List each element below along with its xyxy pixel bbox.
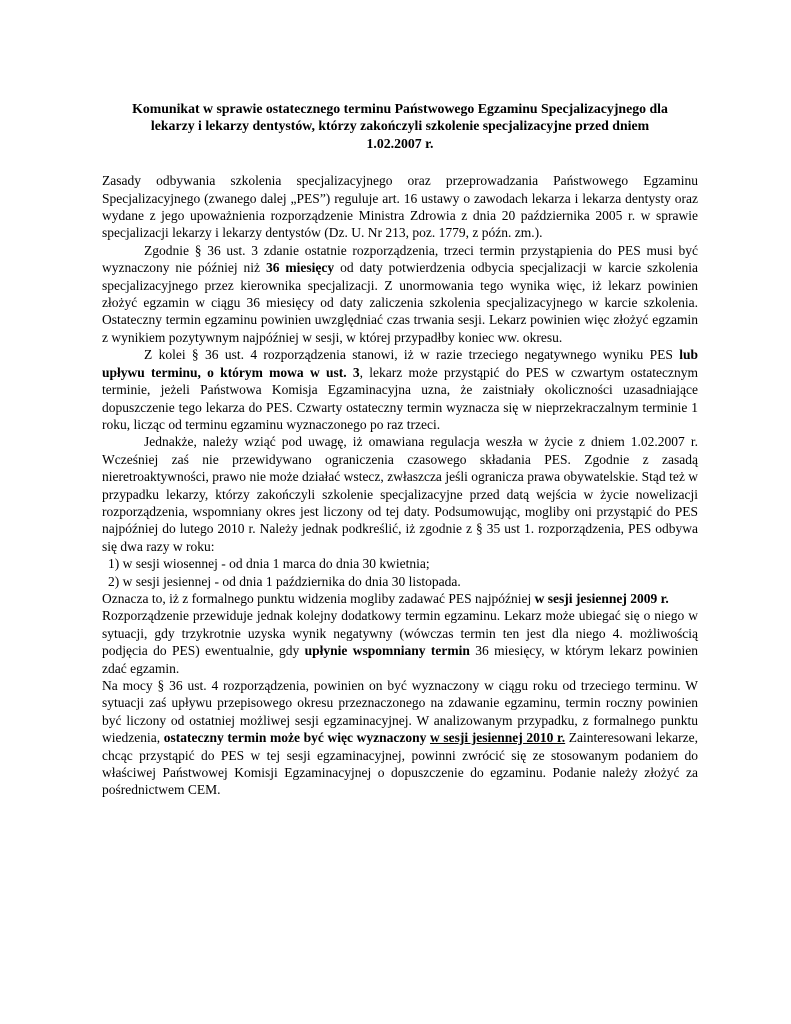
list-item: 1) w sesji wiosennej - od dnia 1 marca do dnia 30 kwietnia; <box>108 556 430 572</box>
text-run: 36 miesięcy, w którym lekarz powinien zdać egzamin. <box>102 643 698 676</box>
title-line-1: Komunikat w sprawie ostatecznego terminu Państwowego Egzaminu Specjalizacyjnego dla <box>132 101 668 116</box>
paragraph-36-ust-3 <box>102 242 698 346</box>
paragraph-dodatkowy-termin <box>102 607 698 677</box>
bold-run: upłynie wspomniany termin <box>304 643 470 659</box>
underlined-run: w sesji jesiennej 2010 r. <box>429 730 566 746</box>
paragraph-36-ust-4 <box>102 346 698 433</box>
text-run: Zainteresowani lekarze, chcąc przystąpić do PES w tej sesji egzaminacyjnej, powinni zwrócić się ze stosowanym podaniem do właściwej Państwowej Komisji Egzaminacyjnej o dopuszczenie do egzaminu. Podanie należy złożyć za pośrednictwem CEM. <box>102 730 698 798</box>
text-run: od daty potwierdzenia odbycia specjalizacji w karcie szkolenia specjalizacyjnego przez kierownika specjalizacji. Z unormowania tego wynika więc, iż lekarz powinien złożyć egzamin w ciągu 36 miesięcy od daty zaliczenia szkolenia specjalizacyjnego w karcie szkolenia. Ostateczny termin egzaminu powinien uwzględniać czas trwania sesji. Lekarz powinien więc złożyć egzamin z wynikiem pozytywnym najpóźniej w sesji, w której przypadłby koniec ww. okresu. <box>102 260 698 345</box>
paragraph-nieretroaktywnosc: Jednakże, należy wziąć pod uwagę, iż omawiana regulacja weszła w życie z dniem 1.02.2007 r. Wcześniej zaś nie przewidywano ograniczenia czasowego składania PES. Zgodnie z zasadą nieretroaktywności, prawo nie może działać wstecz, zwłaszcza jeśli ogranicza prawa obywatelskie. Stąd też w przypadku lekarzy, którzy zakończyli szkolenie specjalizacyjne przed datą wejścia w życie nowelizacji rozporządzenia, wspomniany okres jest liczony od tej daty. Podsumowując, mogliby oni przystąpić do PES najpóźniej do lutego 2010 r. Należy jednak podkreślić, iż zgodnie z § 35 ust 1. rozporządzenia, PES odbywa się dwa razy w roku: <box>102 434 698 554</box>
text-run: Na mocy § 36 ust. 4 rozporządzenia, powinien on być wyznaczony w ciągu roku od trzeciego terminu. W sytuacji zaś upływu przepisowego okresu przeznaczonego na zdawanie egzaminu, termin roczny powinien być liczony od ostatniej możliwej sesji egzaminacyjnej. W analizowanym przypadku, z formalnego punktu wiedzenia, <box>102 678 698 746</box>
session-list <box>102 555 698 590</box>
bold-run: w sesji jesiennej 2009 r. <box>534 590 669 606</box>
bold-underlined-run <box>430 730 565 745</box>
document-title <box>102 100 698 152</box>
text-run: , lekarz może przystąpić do PES w czwartym ostatecznym terminie, jeżeli Państwowa Komisja Egzaminacyjna uzna, że zaistniały okoliczności uzasadniające dopuszczenie tego lekarza do PES. Czwarty ostateczny termin wyznacza się w nieprzekraczalnym terminie 1 roku, licząc od terminu egzaminu wyznaczonego po raz trzeci. <box>102 364 698 432</box>
text-run: Rozporządzenie przewiduje jednak kolejny dodatkowy termin egzaminu. Lekarz może ubiegać się o niego w sytuacji, gdy trzykrotnie uzyska wynik negatywny (wówczas termin ten jest dla niego 4. możliwością podjęcia do PES) ewentualnie, gdy <box>102 608 698 659</box>
document-page <box>102 100 698 799</box>
text-run: Z kolei § 36 ust. 4 rozporządzenia stanowi, iż w razie trzeciego negatywnego wyniku PES <box>144 347 680 363</box>
text-run: Oznacza to, iż z formalnego punktu widzenia mogliby zadawać PES najpóźniej <box>102 590 535 606</box>
title-line-2: lekarzy i lekarzy dentystów, którzy zakończyli szkolenie specjalizacyjne przed dniem <box>150 118 650 134</box>
bold-run: ostateczny termin może być więc wyznaczony <box>163 730 430 746</box>
bold-run: 36 miesięcy <box>265 260 335 276</box>
text-run: Zgodnie § 36 ust. 3 zdanie ostatnie rozporządzenia, trzeci termin przystąpienia do PES musi być wyznaczony nie później niż <box>102 242 698 276</box>
paragraph-intro: Zasady odbywania szkolenia specjalizacyjnego oraz przeprowadzania Państwowego Egzaminu Specjalizacyjnego (zwanego dalej „PES”) reguluje art. 16 ustawy o zawodach lekarza i lekarza dentysty oraz wydane z jego upoważnienia rozporządzenie Ministra Zdrowia z dnia 20 października 2005 r. w sprawie specjalizacji lekarzy i lekarzy dentystów (Dz. U. Nr 213, poz. 1779, z późn. zm.). <box>102 173 698 241</box>
bold-run: lub upływu terminu, o którym mowa w ust. 3 <box>102 347 698 380</box>
paragraph-oznacza <box>102 590 698 607</box>
paragraph-ostateczny-termin <box>102 677 698 799</box>
list-item: 2) w sesji jesiennej - od dnia 1 października do dnia 30 listopada. <box>108 573 461 589</box>
title-line-3: 1.02.2007 r. <box>366 135 434 151</box>
